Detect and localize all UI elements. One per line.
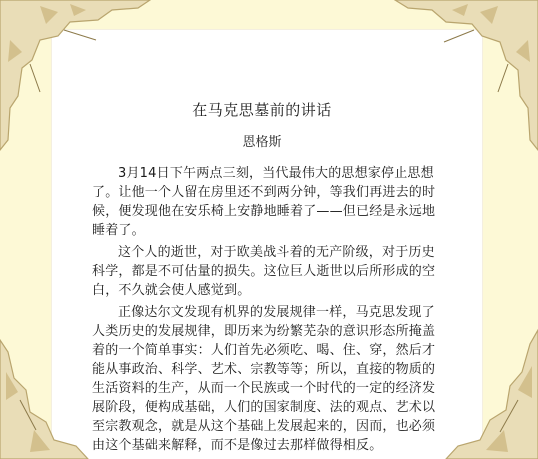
paragraph-1: 3月14日下午两点三刻，当代最伟大的思想家停止思想了。让他一个人留在房里还不到两分钟，等我们再进去的时候，便发现他在安乐椅上安静地睡着了——但已经是永远地睡着了。: [92, 166, 436, 238]
paragraph-3: 正像达尔文发现有机界的发展规律一样，马克思发现了人类历史的发展规律，即历来为纷繁芜杂的意识形态所掩盖着的一个简单事实：人们首先必须吃、喝、住、穿，然后才能从事政治、科学、艺术、宗教等等；所以，直接的物质的生活资料的生产，从而一个民族或一个时代的一定的经济发展阶段，便构成基础，人们的国家制度、法的观点、艺术以至宗教观念，就是从这个基础上发展起来的，因而，也必须由这个基础来解释，而不是像过去那样做得相反。: [92, 305, 436, 453]
paragraph-2: 这个人的逝世，对于欧美战斗着的无产阶级，对于历史科学，都是不可估量的损失。这位巨人逝世以后所形成的空白，不久就会使人感觉到。: [92, 245, 436, 298]
speech-document: [92, 0, 452, 459]
document-author: 恩格斯: [242, 135, 282, 150]
document-title: 在马克思墓前的讲话: [192, 101, 332, 119]
